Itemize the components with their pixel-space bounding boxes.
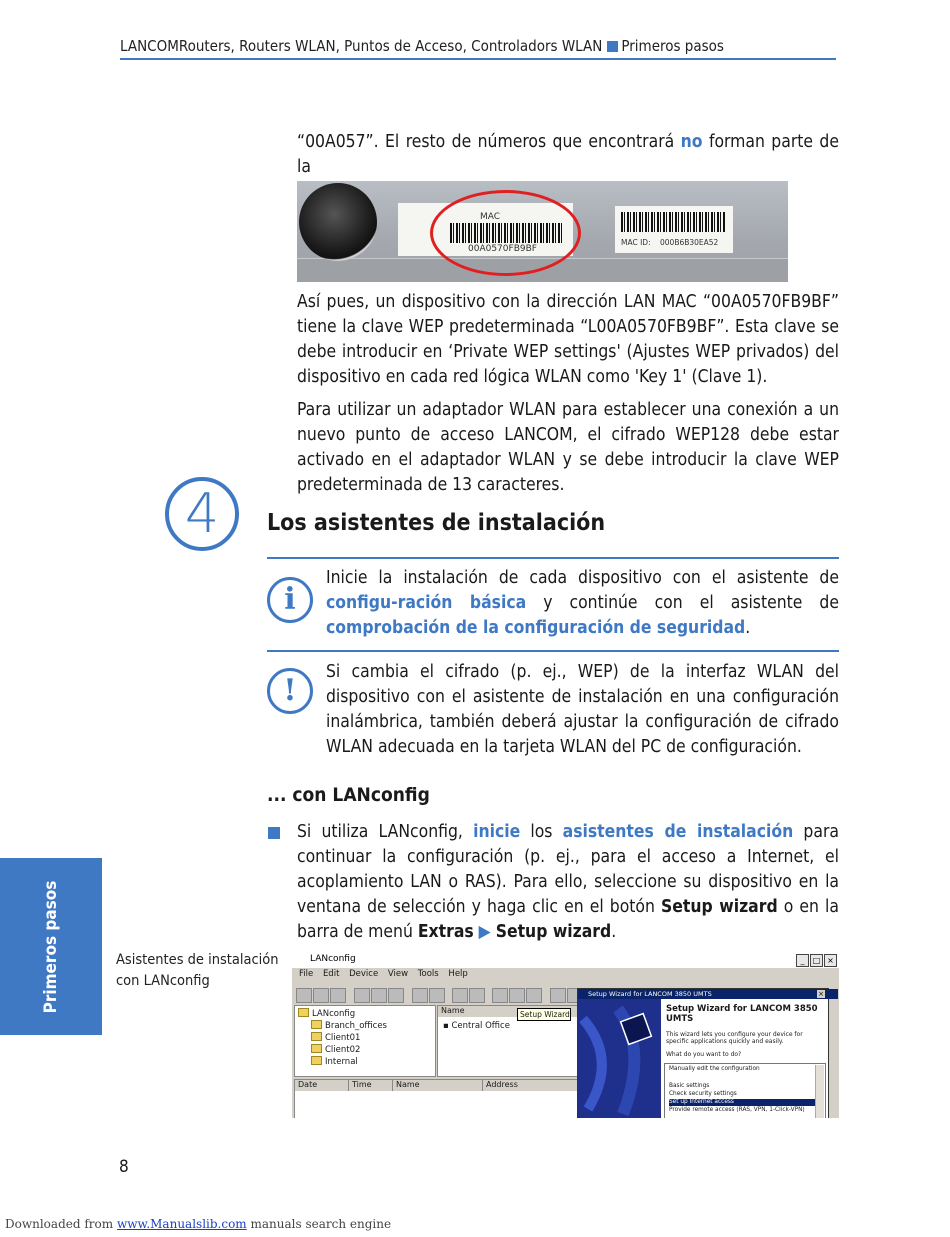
running-header [120, 37, 724, 55]
wizard-option[interactable]: Basic settings [669, 1083, 710, 1089]
text-span: y continúe con el asistente de [526, 593, 839, 613]
text-span: los [520, 822, 563, 842]
wizard-titlebar: Setup Wizard for LANCOM 3850 UMTS [578, 989, 838, 999]
macid-value-text: 000B6B30EA52 [660, 238, 719, 247]
text-span: Inicie la instalación de cada dispositivo con el asistente de [326, 568, 839, 588]
menu-tools[interactable]: Tools [417, 969, 439, 979]
wizard-description: This wizard lets you configure your device for specific applications quickly and easily. [666, 1031, 803, 1045]
footer-link[interactable]: www.Manualslib.com [116, 1217, 247, 1231]
column-header-name[interactable]: Name [393, 1080, 483, 1091]
warning-note-text: Si cambia el cifrado (p. ej., WEP) de la interfaz WLAN del dispositivo con el asistente de instalación en una configuración inalámbrica, también deberá ajustar la configuración de cifrado WLAN adecuada en la tarjeta WLAN del PC de configuración. [326, 662, 839, 757]
toolbar-button-icon[interactable] [354, 988, 370, 1003]
paragraph-wep128: Para utilizar un adaptador WLAN para establecer una conexión a un nuevo punto de acceso LANCOM, el cifrado WEP128 debe estar activado en el adaptador WLAN y se debe introducir la clave WEP predeterminada de 13 caracteres. [297, 400, 839, 495]
wizard-graphic [578, 999, 661, 1118]
column-header-date[interactable]: Date [295, 1080, 349, 1091]
paragraph-line [297, 130, 839, 180]
text-span: Si utiliza LANconfig, [297, 822, 474, 842]
folder-icon [298, 1008, 309, 1017]
tree-item[interactable] [311, 1020, 387, 1031]
warning-icon: ! [267, 668, 313, 714]
subheading-lanconfig: ... con LANconfig [267, 784, 430, 806]
bullet-text [297, 820, 839, 945]
menu-help[interactable]: Help [448, 969, 468, 979]
header-section: Primeros pasos [621, 37, 724, 55]
tree-item[interactable] [311, 1032, 360, 1043]
figure-caption [116, 950, 279, 992]
toolbar-button-icon[interactable] [330, 988, 346, 1003]
mac-label-text: MAC [480, 212, 501, 222]
tree-item-root[interactable] [298, 1008, 355, 1019]
link-security-check[interactable]: comprobación de la configuración de seguridad [326, 618, 746, 638]
chapter-title: Los asistentes de instalación [267, 510, 606, 536]
caption-line: Asistentes de instalación [116, 952, 279, 968]
window-title: LANconfig [310, 954, 356, 964]
column-header-name[interactable]: Name [438, 1006, 578, 1017]
link-setup-wizards[interactable]: asistentes de instalación [562, 822, 794, 842]
menu-arrow-icon: ▶ [478, 922, 491, 942]
wizard-option[interactable]: Manually edit the configuration [669, 1066, 760, 1072]
wizard-logo-icon [578, 999, 661, 1118]
toolbar-button-icon[interactable] [469, 988, 485, 1003]
toolbar [292, 986, 582, 1004]
toolbar-button-icon[interactable] [412, 988, 428, 1003]
close-icon[interactable]: × [824, 954, 837, 967]
caption-line: con LANconfig [116, 973, 210, 989]
menu-file[interactable]: File [299, 969, 314, 979]
minimize-icon[interactable]: _ [796, 954, 809, 967]
setup-wizard-button-icon[interactable] [509, 988, 525, 1003]
footer [5, 1217, 391, 1231]
footer-prefix: Downloaded from [5, 1217, 117, 1231]
highlight-ring [430, 190, 581, 276]
side-tab [0, 858, 102, 1035]
text-span: para continuar la configuración (p. ej., para el acceso a Internet, el acoplamiento LAN o RAS). Para ello, seleccione su dispositivo en la ventana de selección y haga clic en el botón [297, 822, 839, 917]
window-titlebar [292, 953, 839, 968]
macid-label-text: MAC ID: [621, 238, 651, 247]
text-span: . [745, 618, 751, 638]
tree-item-label: LANconfig [312, 1009, 356, 1019]
text-span: “00A057”. El resto de números que encontrará [297, 132, 681, 152]
menu-edit[interactable]: Edit [322, 969, 340, 979]
bullet-square-icon [268, 827, 280, 839]
toolbar-button-icon[interactable] [526, 988, 542, 1003]
wizard-heading: Setup Wizard for LANCOM 3850 UMTS [666, 1004, 818, 1024]
toolbar-button-icon[interactable] [296, 988, 312, 1003]
highlight-no: no [680, 132, 703, 152]
footer-suffix: manuals search engine [246, 1217, 392, 1231]
toolbar-button-icon[interactable] [313, 988, 329, 1003]
wizard-option[interactable]: Provide remote access (RAS, VPN, 1-Click-VPN) [669, 1107, 805, 1113]
chapter-number-icon: 4 [165, 477, 239, 551]
mac-label-photo [297, 181, 788, 282]
menubar [292, 969, 839, 983]
info-note-text [326, 566, 839, 641]
device-tree [294, 1005, 436, 1077]
wizard-question: What do you want to do? [666, 1051, 742, 1058]
wizard-option[interactable]: Check security settings [669, 1091, 737, 1097]
wizard-option-list [664, 1063, 826, 1118]
toolbar-button-icon[interactable] [429, 988, 445, 1003]
tree-item-label: Client02 [325, 1045, 361, 1055]
tree-item-label: Client01 [325, 1033, 361, 1043]
tree-item[interactable] [311, 1056, 358, 1067]
link-inicie[interactable]: inicie [473, 822, 521, 842]
list-item[interactable] [443, 1021, 510, 1031]
info-icon: i [267, 577, 313, 623]
toolbar-button-icon[interactable] [371, 988, 387, 1003]
folder-icon [311, 1056, 322, 1065]
lanconfig-screenshot [292, 953, 839, 1118]
column-header-time[interactable]: Time [349, 1080, 393, 1091]
log-list [294, 1079, 581, 1118]
device-knob-icon [299, 183, 377, 261]
tree-item-label: Branch_offices [325, 1021, 387, 1031]
folder-icon [311, 1044, 322, 1053]
macid-sticker [615, 206, 733, 253]
list-item-label: Central Office [451, 1021, 510, 1031]
tooltip: Setup Wizard [517, 1008, 571, 1021]
menu-view[interactable]: View [387, 969, 409, 979]
header-square-icon [607, 41, 618, 52]
tree-item[interactable] [311, 1044, 360, 1055]
text-span: forman parte de la [297, 132, 839, 177]
barcode-icon [621, 212, 725, 232]
menu-device[interactable]: Device [349, 969, 379, 979]
window-controls [796, 954, 837, 967]
header-title: LANCOMRouters, Routers WLAN, Puntos de Acceso, Controladors WLAN [120, 37, 603, 55]
page-number: 8 [119, 1157, 129, 1177]
tree-item-label: Internal [325, 1057, 358, 1067]
toolbar-button-icon[interactable] [550, 988, 566, 1003]
mac-value-text: 00A0570FB9BF [468, 244, 537, 254]
wizard-option-selected[interactable]: Set up Internet access [669, 1099, 821, 1106]
paragraph-wep-key: Así pues, un dispositivo con la dirección LAN MAC “00A0570FB9BF” tiene la clave WEP predeterminada “L00A0570FB9BF”. Esta clave se debe introducir en ‘Private WEP settings' (Ajustes WEP privados) del dispositivo en cada red lógica WLAN como 'Key 1' (Clave 1). [297, 292, 839, 387]
text-span: . [611, 922, 617, 942]
column-header-address[interactable]: Address [483, 1080, 579, 1091]
text-span: o en la barra de menú [297, 897, 839, 942]
folder-icon [311, 1020, 322, 1029]
bold-setup-wizard: Setup wizard [495, 922, 612, 942]
section-rule [267, 650, 839, 652]
toolbar-button-icon[interactable] [452, 988, 468, 1003]
section-rule [267, 557, 839, 559]
side-tab-label: Primeros pasos [41, 880, 61, 1013]
bold-extras: Extras [417, 922, 474, 942]
scrollbar[interactable] [815, 1065, 824, 1118]
header-rule [120, 58, 836, 60]
link-basic-config[interactable]: configu-ración básica [326, 593, 527, 613]
device-icon: ▪ [443, 1021, 449, 1031]
toolbar-button-icon[interactable] [388, 988, 404, 1003]
folder-icon [311, 1032, 322, 1041]
bold-setup-wizard: Setup wizard [661, 897, 778, 917]
toolbar-button-icon[interactable] [492, 988, 508, 1003]
close-icon[interactable]: × [818, 990, 824, 998]
maximize-icon[interactable]: □ [810, 954, 823, 967]
setup-wizard-dialog [577, 988, 829, 1118]
